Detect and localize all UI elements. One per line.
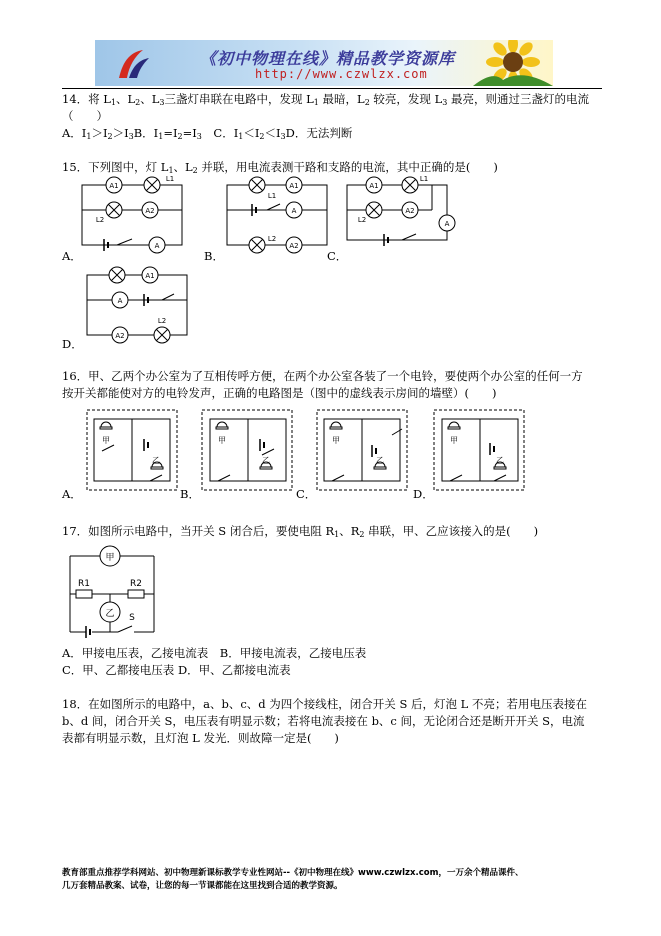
lamp-label: L1 — [419, 175, 429, 183]
meter-label: A — [444, 220, 450, 228]
r1-label: R1 — [78, 579, 90, 589]
lamp-label: L1 — [267, 192, 277, 200]
jia-label: 甲 — [450, 436, 458, 445]
meter-label: A2 — [115, 332, 125, 340]
q15-circuit-d — [87, 267, 187, 343]
jia-label: 甲 — [105, 553, 115, 563]
q15-label-a: A． — [62, 249, 82, 263]
meter-label: A2 — [289, 242, 299, 250]
site-logo — [113, 46, 153, 82]
q15-figures — [62, 175, 582, 350]
meter-label: A1 — [369, 182, 379, 190]
q17-stem: 17．如图所示电路中，当开关 S 闭合后，要使电阻 $R_1$、$R_2$ 串联，甲、乙应该接入的是( ) — [62, 524, 539, 539]
lamp-label: L1 — [165, 175, 175, 183]
meter-label: A — [117, 297, 123, 305]
yi-label: 乙 — [496, 456, 504, 465]
lamp-label: L2 — [357, 216, 367, 224]
q16-label-a: A． — [62, 487, 82, 501]
q15-circuit-b — [227, 177, 327, 253]
yi-label: 乙 — [376, 456, 384, 465]
header-rule — [62, 88, 602, 89]
q17-options-line1: A．甲接电压表，乙接电流表 B．甲接电流表，乙接电压表 — [62, 646, 367, 660]
q15-label-c: C． — [327, 249, 348, 263]
meter-label: A2 — [405, 207, 415, 215]
footer-line1: 教育部重点推荐学科网站、初中物理新课标教学专业性网站--《初中物理在线》www.czwlzx.com，一万余个精品课件、 — [62, 868, 524, 878]
q16-stem-line2: 按开关都能使对方的电铃发声，正确的电路图是（图中的虚线表示房间的墙壁）( ) — [62, 386, 497, 400]
jia-label: 甲 — [102, 436, 110, 445]
jia-label: 甲 — [332, 436, 340, 445]
meter-label: A2 — [145, 207, 155, 215]
q16-circuit-b — [202, 410, 292, 490]
meter-label: A — [154, 242, 160, 250]
q18-line3: 表都有明显示数，且灯泡 L 发光．则故障一定是( ) — [62, 731, 339, 745]
sunflower-image — [473, 40, 553, 86]
yi-label: 乙 — [105, 609, 115, 619]
r2-label: R2 — [130, 579, 142, 589]
lamp-label: L2 — [157, 317, 167, 325]
yi-label: 乙 — [152, 456, 160, 465]
q14-paren: （ ） — [62, 109, 108, 123]
q16-stem-line1: 16．甲、乙两个办公室为了互相传呼方便，在两个办公室各装了一个电铃，要使两个办公室的任何一方 — [62, 369, 583, 383]
q15-label-d: D． — [62, 337, 83, 351]
banner-title: 《初中物理在线》精品教学资源库 — [200, 49, 456, 68]
banner-url: http://www.czwlzx.com — [255, 67, 428, 81]
q15-label-b: B． — [204, 249, 224, 263]
q14-options: A．$I_1>I_2>I_3B$．$I_1=I_2=I_3$ C．$I_1<I_2<I_3D$．无法判断 — [62, 126, 353, 141]
q15-circuit-a — [82, 177, 182, 253]
q16-circuit-d — [434, 410, 524, 490]
q18-line2: b、d 间，闭合开关 S，电压表有明显示数；若将电流表接在 b、c 间，无论闭合还是断开开关 S，电流 — [62, 714, 585, 728]
lamp-label: L2 — [95, 216, 105, 224]
meter-label: A1 — [289, 182, 299, 190]
q16-label-d: D． — [413, 487, 434, 501]
yi-label: 乙 — [262, 456, 270, 465]
meter-label: A1 — [109, 182, 119, 190]
meter-label: A1 — [145, 272, 155, 280]
jia-label: 甲 — [218, 436, 226, 445]
q15-circuit-c — [347, 177, 455, 246]
q17-options-line2: C．甲、乙都接电压表 D．甲、乙都接电流表 — [62, 663, 291, 677]
q17-circuit — [62, 540, 172, 640]
lamp-label: L2 — [267, 235, 277, 243]
q16-circuit-a — [87, 410, 177, 490]
header-banner — [95, 40, 553, 86]
meter-label: A — [291, 207, 297, 215]
q18-line1: 18．在如图所示的电路中，a、b、c、d 为四个接线柱，闭合开关 S 后，灯泡 L 不亮；若用电压表接在 — [62, 697, 587, 711]
switch-label: S — [129, 613, 135, 623]
q16-figures — [62, 405, 582, 495]
footer-line2: 几万套精品教案、试卷，让您的每一节课都能在这里找到合适的教学资源。 — [62, 881, 343, 891]
q16-label-c: C． — [296, 487, 317, 501]
q16-label-b: B． — [180, 487, 200, 501]
q14-stem: 14．将 $L_1$、$L_2$、$L_3$三盏灯串联在电路中，发现 $L_1$ 最暗，$L_2$ 较亮，发现 $L_3$ 最亮，则通过三盏灯的电流 — [62, 92, 589, 107]
q16-circuit-c — [317, 410, 407, 490]
q15-stem: 15．下列图中，灯 $L_1$、$L_2$ 并联，用电流表测干路和支路的电流，其中正确的是( ) — [62, 160, 498, 175]
